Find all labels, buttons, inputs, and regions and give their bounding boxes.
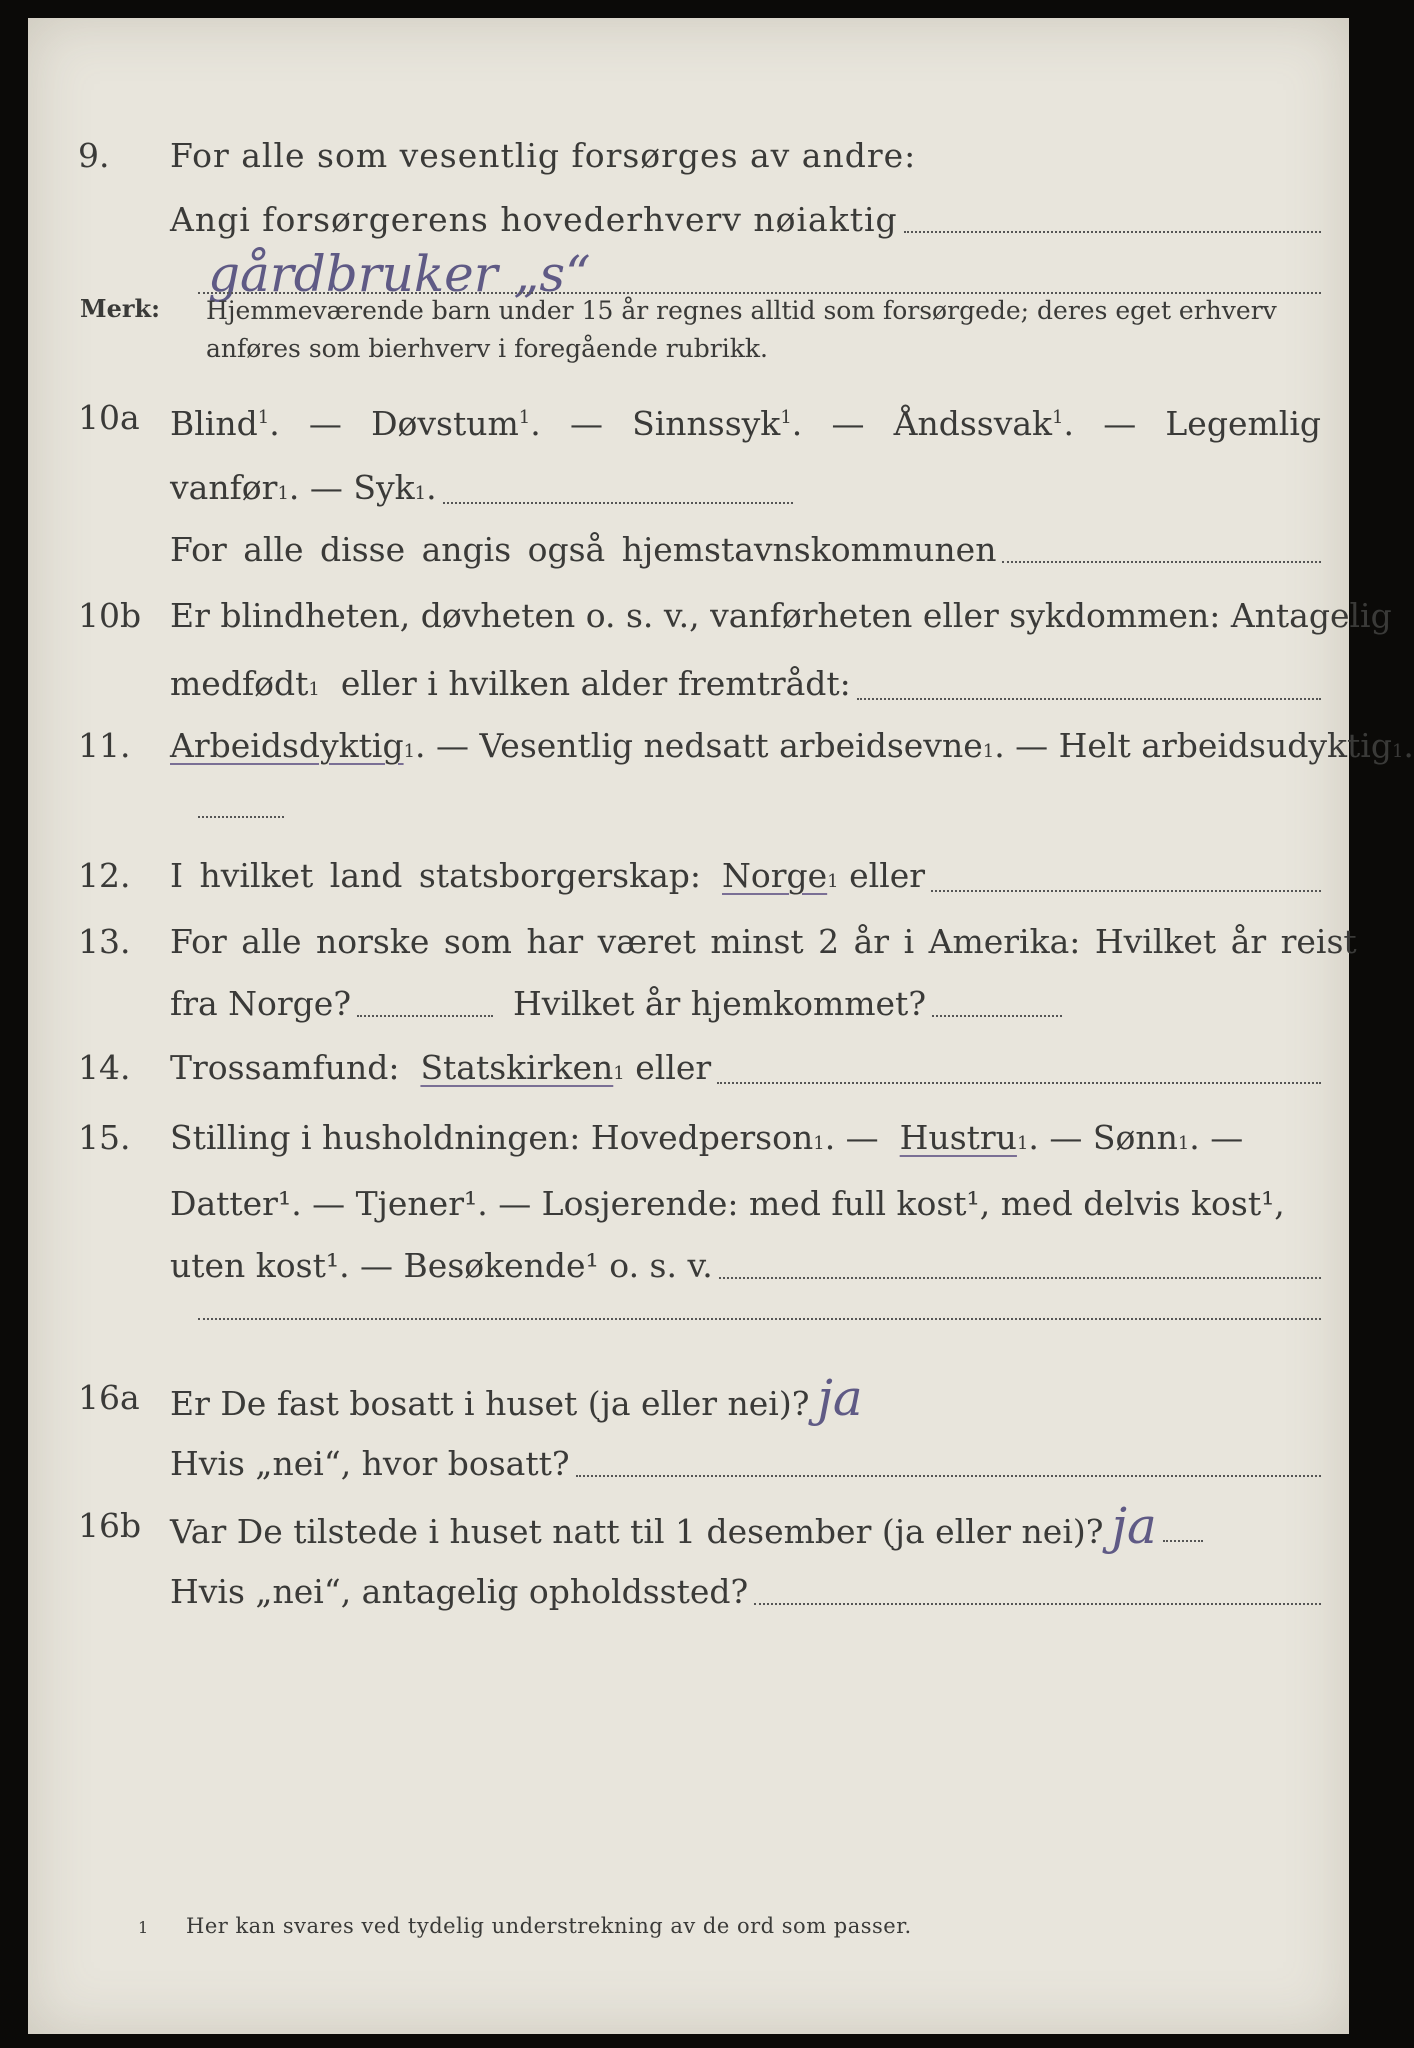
q16a-question: Er De fast bosatt i huset (ja eller nei)? — [170, 1384, 810, 1423]
q15-line3 — [28, 1236, 1349, 1296]
q16a-dotted-leader — [576, 1475, 1321, 1477]
q12-number: 12. — [78, 856, 131, 895]
q15-number: 15. — [78, 1118, 131, 1157]
q16b-line2 — [28, 1562, 1349, 1622]
q15-line3-text: uten kost¹. — Besøkende¹ o. s. v. — [170, 1246, 713, 1285]
q13-line1 — [28, 912, 1357, 972]
q14-line1: 14. Trossamfund: Statskirken 1 eller — [28, 1038, 1349, 1098]
q10a-line3-text: For alle disse angis også hjemstavnskommunen — [170, 530, 997, 569]
q9-line2 — [28, 190, 1349, 250]
q16a-number: 16a — [78, 1378, 140, 1417]
q10a-dotted-leader — [443, 502, 793, 504]
footnote-text: Her kan svares ved tydelig understrekning av de ord som passer. — [186, 1914, 912, 1938]
q16b-question: Var De tilstede i huset natt til 1 desember (ja eller nei)? — [170, 1512, 1104, 1551]
merk-note — [206, 292, 1277, 368]
q13-line2 — [28, 974, 1349, 1034]
q15-dotted-leader — [719, 1277, 1321, 1279]
q13-line1-text: For alle norske som har været minst 2 år i Amerika: Hvilket år reist — [170, 922, 1357, 961]
q10a-line3 — [28, 520, 1349, 580]
q16b-followup-leader — [754, 1603, 1321, 1605]
q9-line1 — [28, 126, 1349, 186]
q15-line1: 15. Stilling i husholdningen: Hovedperson 1 . — Hustru 1 . — Sønn 1 . — — [28, 1108, 1349, 1168]
merk-line1: Hjemmeværende barn under 15 år regnes alltid som forsørgede; deres eget erhverv — [206, 296, 1277, 325]
q9-dotted-leader — [904, 231, 1321, 233]
q11-dotted-line — [198, 816, 284, 818]
option-dovstum: Døvstum — [371, 404, 519, 443]
q10a-line1: 10a Blind$^1$. — Døvstum$^1$. — Sinnssyk$^1$. — Åndssvak$^1$. — Legemlig — [28, 388, 1349, 448]
option-blind: Blind — [170, 404, 258, 443]
q12-text: I hvilket land statsborgerskap: — [170, 856, 702, 895]
merk-line2: anføres som bierhverv i foregående rubrikk. — [206, 334, 768, 363]
q10b-number: 10b — [78, 596, 142, 635]
q15-line2 — [28, 1174, 1349, 1234]
q13-hjemkommet-leader — [932, 1015, 1062, 1017]
q13-hjemkommet-label: Hvilket år hjemkommet? — [513, 984, 927, 1023]
q9-handwritten-answer: gårdbruker „s“ — [208, 245, 591, 303]
option-vanfor: vanfør — [170, 468, 278, 507]
q9-line2-text: Angi forsørgerens hovederhverv nøiaktig — [170, 200, 898, 239]
option-hustru-underlined: Hustru — [899, 1118, 1017, 1157]
option-arbeidsdyktig-underlined: Arbeidsdyktig — [170, 726, 404, 765]
option-medfodt: medfødt — [170, 664, 309, 703]
q13-reist-leader — [357, 1015, 493, 1017]
option-statskirken-underlined: Statskirken — [420, 1048, 614, 1087]
q14-text: Trossamfund: — [170, 1048, 400, 1087]
q11-line1: 11. Arbeidsdyktig 1 . — Vesentlig nedsatt arbeidsevne 1 . — Helt arbeidsudyktig 1 . — [28, 716, 1349, 776]
q10b-line1-text: Er blindheten, døvheten o. s. v., vanførheten eller sykdommen: Antagelig — [170, 596, 1392, 635]
q16a-followup: Hvis „nei“, hvor bosatt? — [170, 1444, 570, 1483]
option-norge-underlined: Norge — [722, 856, 828, 895]
q16a-handwritten-answer: ja — [817, 1369, 863, 1427]
q15-line2-text: Datter¹. — Tjener¹. — Losjerende: med full kost¹, med delvis kost¹, — [170, 1184, 1285, 1223]
q16b-number: 16b — [78, 1506, 142, 1545]
q16b-dotted-leader — [1163, 1540, 1203, 1542]
q16a-line2 — [28, 1434, 1349, 1494]
q13-reist-label: fra Norge? — [170, 984, 352, 1023]
q10b-line2: medfødt 1 eller i hvilken alder fremtrådt: — [28, 654, 1349, 714]
q16a-line1 — [28, 1368, 1349, 1428]
q16b-followup: Hvis „nei“, antagelig opholdssted? — [170, 1572, 749, 1611]
q15-extra-dotted-line — [198, 1318, 1321, 1320]
q10b-dotted-leader — [857, 698, 1321, 700]
option-sinnssyk: Sinnssyk — [632, 404, 781, 443]
q12-line1: 12. I hvilket land statsborgerskap: Norge 1 eller — [28, 846, 1349, 906]
q10a-number: 10a — [78, 398, 140, 437]
q14-number: 14. — [78, 1048, 131, 1087]
q9-line1-text: For alle som vesentlig forsørges av andre: — [170, 136, 917, 175]
option-legemlig: Legemlig — [1165, 404, 1321, 443]
q13-number: 13. — [78, 922, 131, 961]
q11-number: 11. — [78, 726, 131, 765]
q12-dotted-leader — [931, 890, 1321, 892]
footnote-number: 1 — [138, 1918, 149, 1937]
q10b-line1 — [28, 586, 1392, 646]
option-andssvak: Åndssvak — [893, 404, 1053, 443]
q10b-line2-text: eller i hvilken alder fremtrådt: — [340, 664, 851, 703]
q9-number: 9. — [78, 136, 110, 175]
merk-label: Merk: — [80, 294, 160, 323]
option-syk: Syk — [353, 468, 415, 507]
q10a-line2: vanfør 1 . — Syk 1 . — [28, 458, 1349, 518]
q16b-handwritten-answer: ja — [1111, 1497, 1157, 1555]
q10a-line3-leader — [1002, 561, 1321, 563]
q16b-line1 — [28, 1496, 1349, 1556]
q14-dotted-leader — [717, 1082, 1321, 1084]
census-form-page — [28, 18, 1414, 2034]
